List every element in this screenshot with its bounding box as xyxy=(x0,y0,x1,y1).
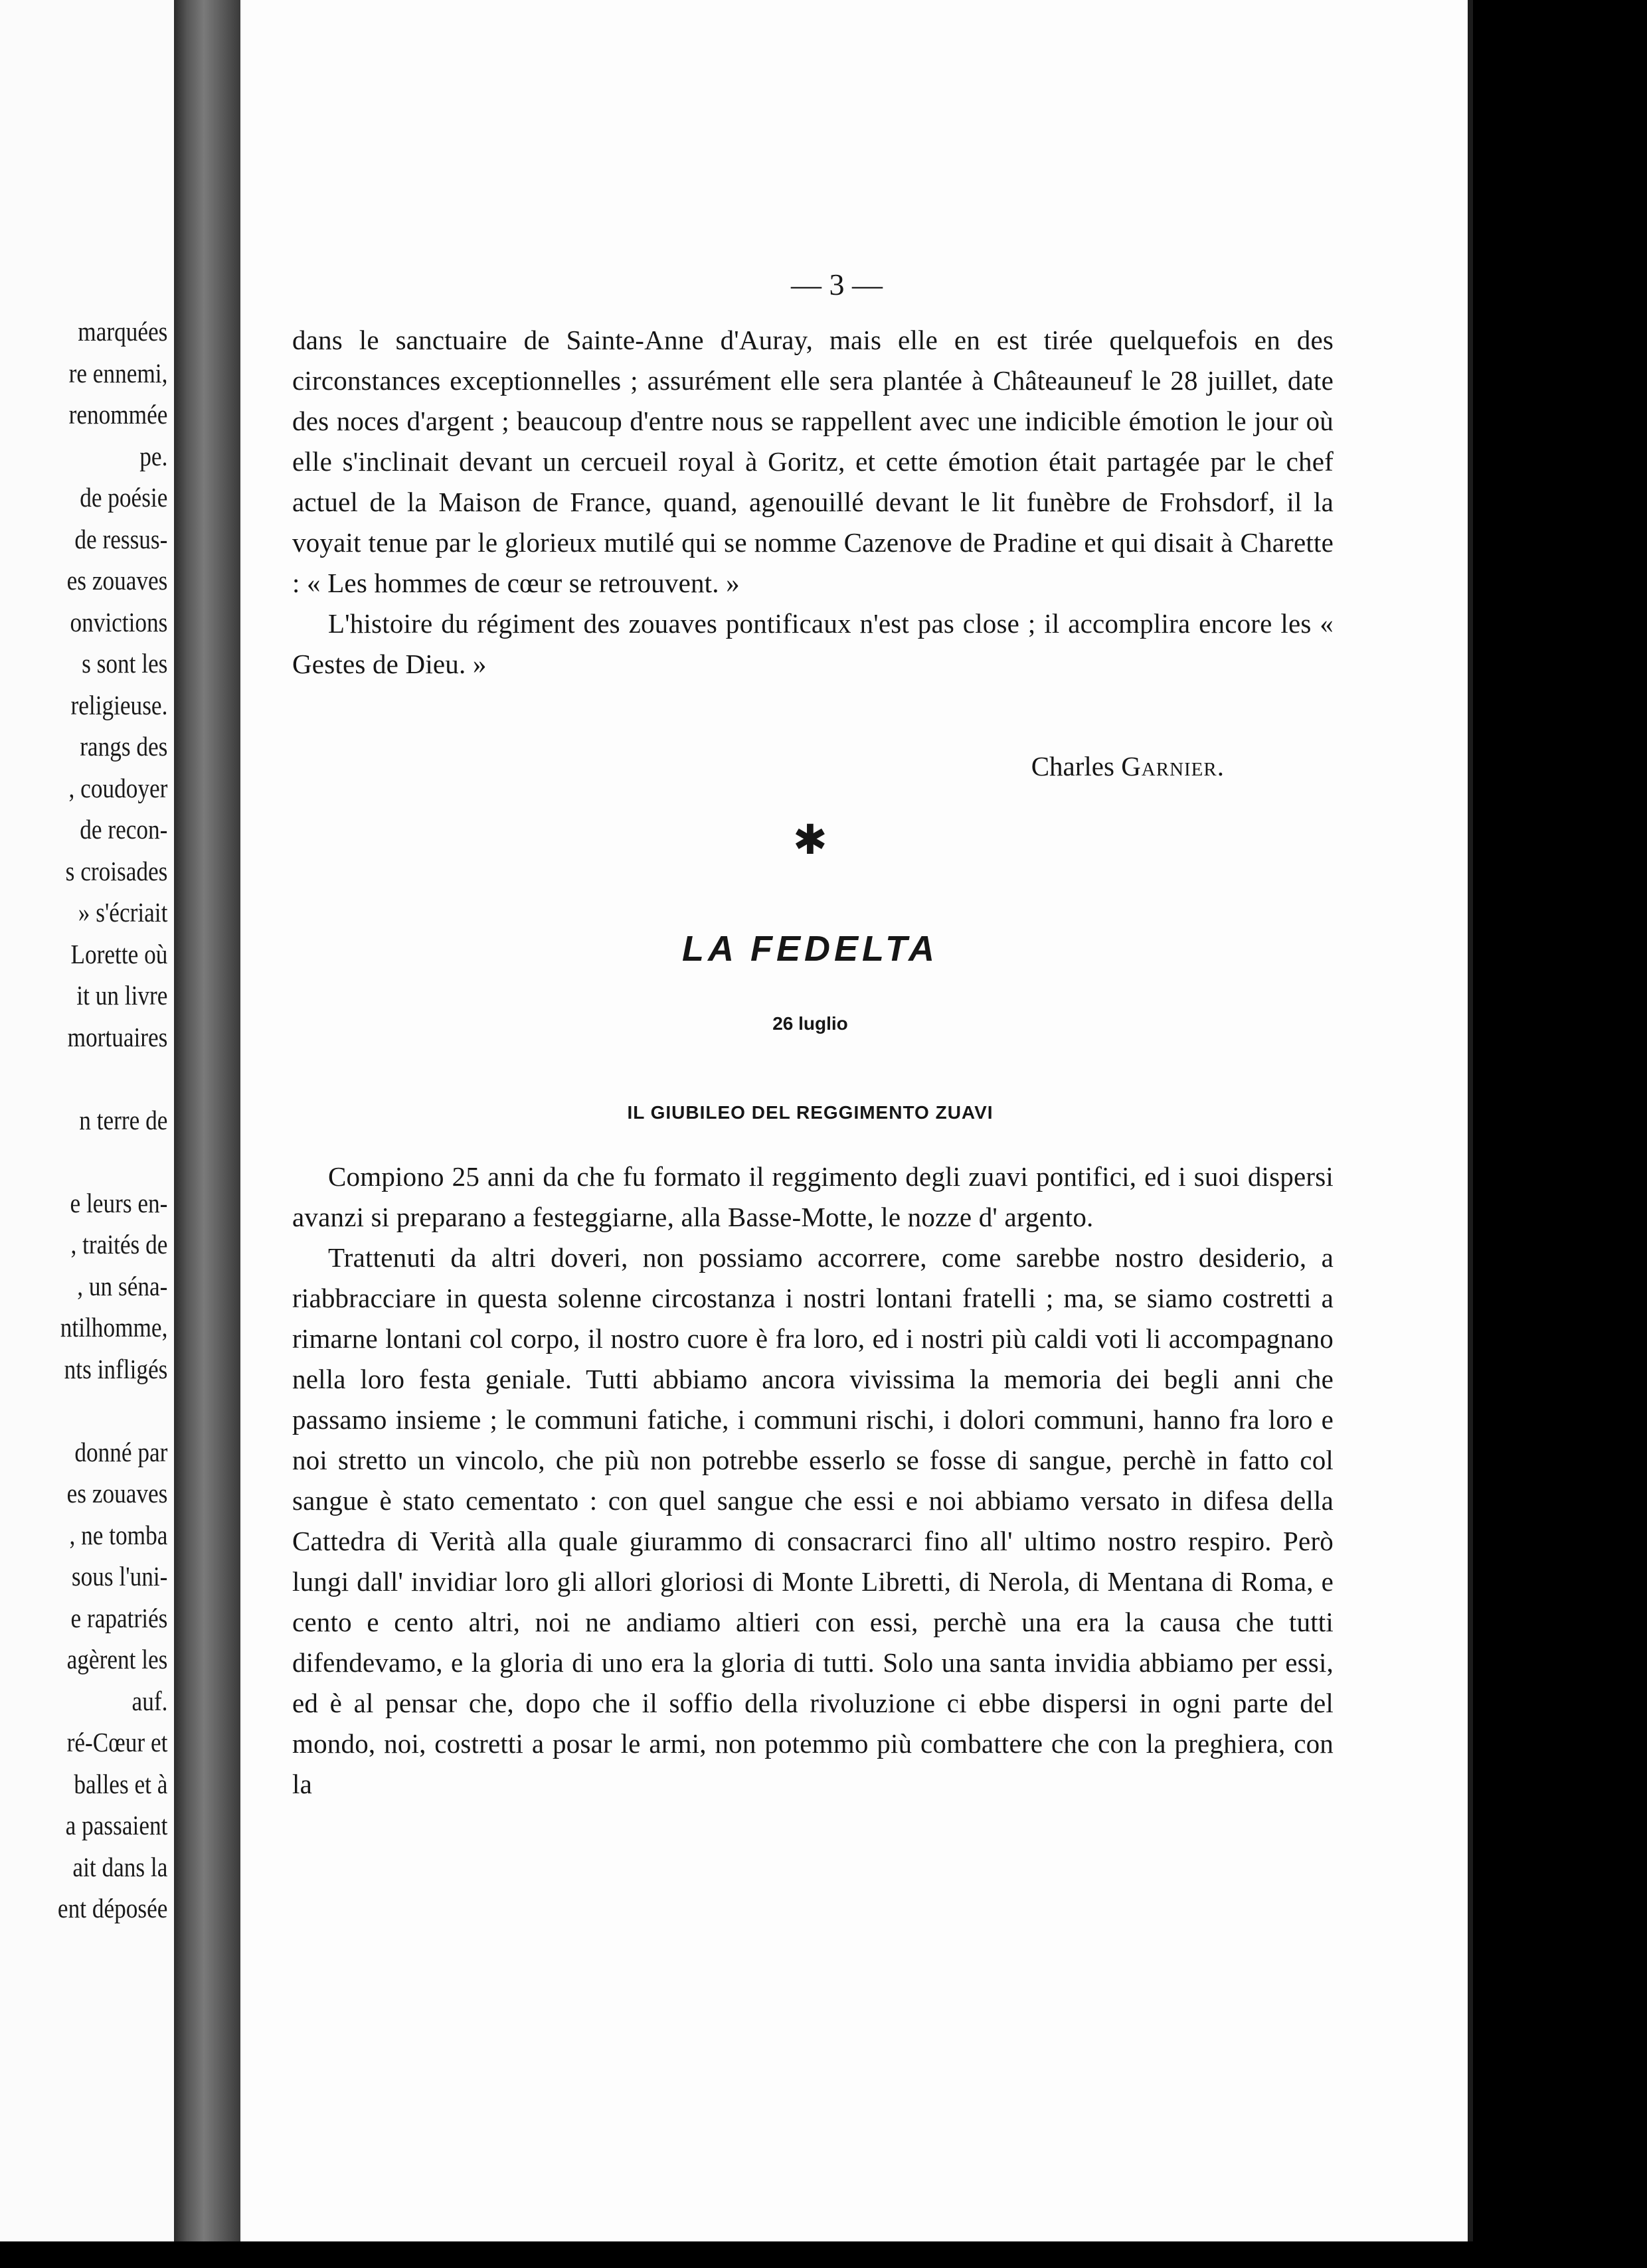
facing-page-line: ntilhomme, xyxy=(60,1312,168,1342)
facing-page-line: renommée xyxy=(68,399,167,430)
facing-page-line: it un livre xyxy=(76,980,167,1011)
signature-first-name: Charles xyxy=(1031,751,1114,781)
facing-page-line: onvictions xyxy=(70,606,167,637)
facing-page-line: ré-Cœur et xyxy=(66,1727,167,1757)
italian-article xyxy=(292,1157,1334,1805)
facing-page-line xyxy=(58,1390,167,1431)
facing-page-line: es zouaves xyxy=(66,1478,167,1508)
signature-last-name: Garnier. xyxy=(1121,751,1225,781)
facing-page-line: , traités de xyxy=(70,1229,167,1259)
facing-page-line: , coudoyer xyxy=(68,772,167,803)
facing-page-line: ait dans la xyxy=(72,1851,168,1882)
facing-page-line: rangs des xyxy=(79,731,167,762)
facing-page-line: marquées xyxy=(77,316,167,347)
facing-page-line: religieuse. xyxy=(70,689,167,720)
facing-page-line: donné par xyxy=(74,1436,168,1467)
facing-page-line: es zouaves xyxy=(66,565,167,596)
facing-page-text xyxy=(58,311,167,1929)
facing-page-line: » s'écriait xyxy=(78,897,168,928)
facing-page-line: sous l'uni- xyxy=(71,1561,167,1591)
facing-page-line: de poésie xyxy=(79,482,167,513)
article-subtitle: IL GIUBILEO DEL REGGIMENTO ZUAVI xyxy=(627,1102,994,1123)
facing-page-line: Lorette où xyxy=(70,938,167,969)
facing-page-line: , un séna- xyxy=(76,1270,167,1301)
facing-page-line: ent déposée xyxy=(57,1893,167,1923)
french-paragraph-2: L'histoire du régiment des zouaves pontificaux n'est pas close ; il accomplira encore les « Gestes de Dieu. » xyxy=(292,608,1334,679)
french-article xyxy=(292,320,1334,685)
article-title: LA FEDELTA xyxy=(682,929,938,969)
facing-page-line: balles et à xyxy=(74,1768,167,1799)
facing-page-line: e leurs en- xyxy=(70,1187,167,1218)
french-paragraph-1: dans le sanctuaire de Sainte-Anne d'Auray, mais elle en est tirée quelquefois en des circonstances exceptionnelles ; assurément elle sera plantée à Châteauneuf le 28 juillet, date des noces d'argent ; beaucoup d'entre nous se rappellent avec une indicible émotion le jour où elle s'inclinait devant un cercueil royal à Goritz, et cette émotion était partagée par le chef actuel de la Maison de France, quand, agenouillé devant le lit funèbre de Frohsdorf, il la voyait tenue par le glorieux mutilé qui se nomme Cazenove de Pradine et qui disait à Charette : « Les hommes de cœur se retrouvent. » xyxy=(292,325,1334,598)
facing-page-line: re ennemi, xyxy=(68,357,167,388)
article-date: 26 luglio xyxy=(772,1013,848,1034)
facing-page-line: nts infligés xyxy=(64,1353,168,1384)
facing-page-line: auf. xyxy=(131,1685,167,1716)
facing-page-line: , ne tomba xyxy=(69,1519,167,1550)
facing-page-line xyxy=(58,1058,167,1099)
facing-page-line: de recon- xyxy=(79,814,167,845)
facing-page-line: s croisades xyxy=(65,855,167,886)
facing-page-line: agèrent les xyxy=(66,1644,168,1674)
facing-page xyxy=(0,0,174,2268)
facing-page-line: mortuaires xyxy=(67,1021,167,1052)
facing-page-line: n terre de xyxy=(78,1104,167,1135)
facing-page-line xyxy=(58,1141,167,1182)
facing-page-line: s sont les xyxy=(81,648,167,679)
page-number: — 3 — xyxy=(791,268,883,301)
italian-paragraph-2: Trattenuti da altri doveri, non possiamo accorrere, come sarebbe nostro desiderio, a riabbracciare in questa solenne circostanza i nostri lontani fratelli ; ma, se siamo costretti a rimarne lontani col corpo, il nostro cuore è fra loro, ed i nostri più caldi voti li accompagnano nella loro festa geniale. Tutti abbiamo ancora vivissima la memoria dei begli anni che passamo insieme ; le communi fatiche, i communi rischi, i dolori communi, hanno fra loro e noi stretto un vincolo, che più non potrebbe esserlo se fosse di sangue, perchè in fatto col sangue è stato cementato : con quel sangue che essi e noi abbiamo versato in difesa della Cattedra di Verità alla quale giurammo di consacrarci fino all' ultimo nostro respiro. Però lungi dall' invidiar loro gli allori gloriosi di Monte Libretti, di Nerola, di Mentana di Roma, e cento e cento altri, noi ne andiamo altieri con essi, perchè una era la causa che tutti difendevamo, e la gloria di uno era la gloria di tutti. Solo una santa invidia abbiamo per essi, ed è al pensar che, dopo che il soffio della rivoluzione ci ebbe dispersi in ogni parte del mondo, noi, costretti a posar le armi, non potemmo più combattere che con la preghiera, con la xyxy=(292,1242,1334,1799)
author-signature xyxy=(916,750,1225,782)
italian-paragraph-1: Compiono 25 anni da che fu formato il reggimento degli zuavi pontifici, ed i suoi dispersi avanzi si preparano a festeggiarne, alla Basse-Motte, le nozze d' argento. xyxy=(292,1161,1334,1232)
facing-page-line: a passaient xyxy=(65,1810,168,1840)
scan-border xyxy=(0,2241,1647,2268)
section-separator-icon: ✱ xyxy=(793,815,827,864)
page-edge xyxy=(1468,0,1473,2268)
facing-page-line: de ressus- xyxy=(74,523,167,554)
facing-page-line: pe. xyxy=(139,440,167,471)
facing-page-line: e rapatriés xyxy=(70,1602,167,1633)
page-gutter-shadow xyxy=(174,0,240,2268)
